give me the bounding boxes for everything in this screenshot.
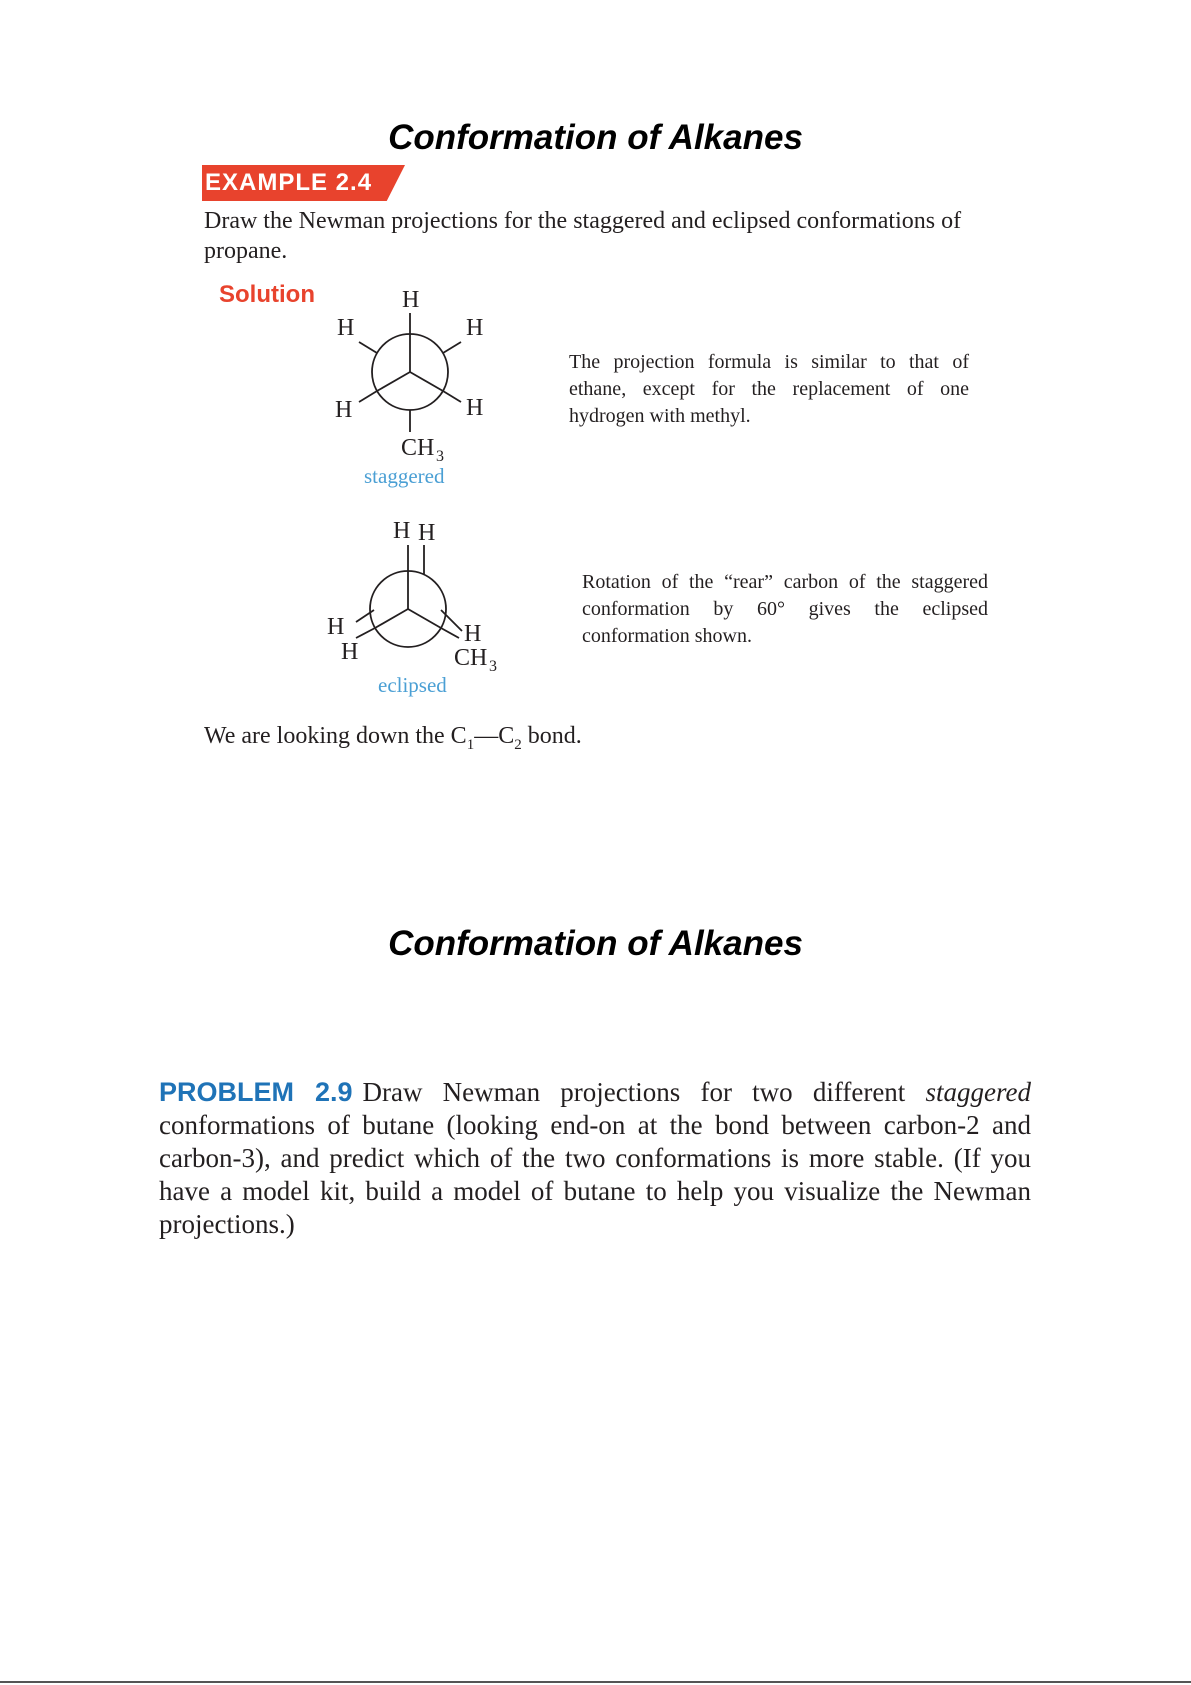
staggered-atom-top: H bbox=[402, 287, 420, 313]
eclipsed-caption: eclipsed bbox=[378, 673, 447, 697]
eclipsed-front-bond-right-ext bbox=[441, 628, 459, 638]
staggered-front-bond-lower-right bbox=[410, 372, 443, 391]
problem-paragraph bbox=[159, 1076, 1031, 1241]
eclipsed-atom-right-upper: H bbox=[464, 621, 482, 647]
staggered-atom-bottom-sub: 3 bbox=[436, 448, 444, 465]
staggered-atom-bottom: CH bbox=[401, 435, 435, 461]
summary-dash: —C bbox=[474, 723, 515, 749]
staggered-atom-lower-left: H bbox=[335, 397, 353, 423]
summary-prefix: We are looking down the C bbox=[204, 723, 467, 749]
page-title-top: Conformation of Alkanes bbox=[388, 118, 803, 157]
staggered-note: The projection formula is similar to that of ethane, except for the replacement of one hydrogen with methyl. bbox=[569, 351, 969, 427]
page-bottom-rule bbox=[0, 1681, 1191, 1683]
problem-text-after: conformations of butane (looking end-on at the bond between carbon-2 and carbon-3), and predict which of the two conformations is more stable. (If you have a model kit, build a model of butane to help you visualize the Newman projections.) bbox=[159, 1110, 1031, 1239]
staggered-bond-upper-left bbox=[359, 342, 377, 353]
problem-italic-word: staggered bbox=[925, 1077, 1031, 1107]
eclipsed-atom-top-left: H bbox=[393, 518, 411, 544]
staggered-atom-lower-right: H bbox=[466, 395, 484, 421]
staggered-atom-upper-right: H bbox=[466, 315, 484, 341]
problem-text-before: Draw Newman projections for two different bbox=[362, 1077, 926, 1107]
eclipsed-note: Rotation of the “rear” carbon of the staggered conformation by 60° gives the eclipsed conformation shown. bbox=[582, 571, 988, 647]
problem-label: PROBLEM 2.9 bbox=[159, 1077, 353, 1107]
example-question: Draw the Newman projections for the staggered and eclipsed conformations of propane. bbox=[204, 208, 962, 264]
bond-summary bbox=[204, 723, 582, 754]
summary-subscript-1: 1 bbox=[466, 736, 475, 753]
eclipsed-atom-top-right: H bbox=[418, 520, 436, 546]
eclipsed-front-bond-left bbox=[375, 609, 408, 628]
staggered-bond-upper-right bbox=[443, 342, 461, 353]
page-title-bottom: Conformation of Alkanes bbox=[388, 924, 803, 963]
eclipsed-front-bond-right bbox=[408, 609, 441, 628]
eclipsed-front-bond-left-ext bbox=[356, 628, 375, 638]
staggered-bond-lower-left bbox=[359, 391, 377, 402]
summary-subscript-2: 2 bbox=[514, 736, 522, 753]
example-label: EXAMPLE 2.4 bbox=[205, 169, 373, 196]
staggered-front-bond-lower-left bbox=[377, 372, 410, 391]
staggered-atom-upper-left: H bbox=[337, 315, 355, 341]
eclipsed-atom-right-lower: CH bbox=[454, 645, 488, 671]
eclipsed-projection bbox=[327, 518, 497, 675]
solution-label: Solution bbox=[219, 281, 315, 308]
summary-suffix: bond. bbox=[521, 723, 582, 749]
eclipsed-atom-left-lower: H bbox=[341, 639, 359, 665]
eclipsed-atom-left-upper: H bbox=[327, 614, 345, 640]
staggered-bond-lower-right bbox=[443, 391, 461, 402]
staggered-projection bbox=[335, 287, 483, 465]
eclipsed-atom-right-lower-sub: 3 bbox=[489, 658, 497, 675]
staggered-caption: staggered bbox=[364, 464, 445, 488]
